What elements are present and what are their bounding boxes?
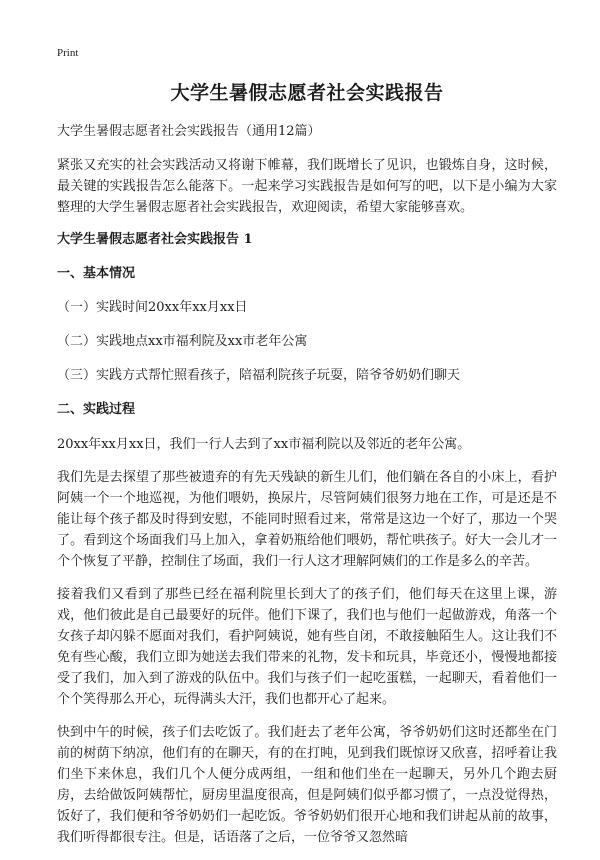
heading-basic-info: 一、基本情况 bbox=[57, 266, 136, 281]
document-page bbox=[57, 78, 557, 860]
page-title: 大学生暑假志愿者社会实践报告 bbox=[170, 82, 444, 104]
process-paragraph-1: 20xx年xx月xx日，我们一行人去到了xx市福利院以及邻近的老年公寓。 bbox=[57, 437, 471, 452]
process-paragraph-3: 接着我们又看到了那些已经在福利院里长到大了的孩子们，他们每天在这里上课，游戏，他们彼此是自己最要好的玩伴。他们下课了，我们也与他们一起做游戏，角落一个女孩子却闪躲不愿面对我们，看护阿姨说，她有些自闭，不敢接触陌生人。这让我们不免有些心酸，我们立即为她送去我们带来的礼物，发卡和玩具，毕竟还小，慢慢地都接受了我们，加入到了游戏的队伍中。我们与孩子们一起吃蛋糕，一起聊天，看着他们一个个笑得那么开心，玩得满头大汗，我们也都开心了起来。 bbox=[57, 587, 557, 707]
heading-practice-process: 二、实践过程 bbox=[57, 402, 136, 417]
item-practice-method: （三）实践方式帮忙照看孩子，陪福利院孩子玩耍，陪爷爷奶奶们聊天 bbox=[57, 368, 461, 383]
section-title: 大学生暑假志愿者社会实践报告 1 bbox=[57, 232, 253, 247]
process-paragraph-2: 我们先是去探望了那些被遗弃的有先天残缺的新生儿们，他们躺在各自的小床上，看护阿姨一个一个地巡视，为他们喂奶，换尿片，尽管阿姨们很努力地在工作，可是还是不能让每个孩子都及时得到安慰，不能同时照看过来，常常是这边一个好了，那边一个哭了。看到这个场面我们马上加入，拿着奶瓶给他们喂奶，帮忙哄孩子。好大一会儿才一个个恢复了平静，控制住了场面，我们一行人这才理解阿姨们的工作是多么的辛苦。 bbox=[57, 470, 557, 569]
process-paragraph-4: 快到中午的时候，孩子们去吃饭了。我们赶去了老年公寓，爷爷奶奶们这时还都坐在门前的树荫下纳凉，他们有的在聊天，有的在打盹，见到我们既惊讶又欣喜，招呼着让我们坐下来休息，我们几个人便分成两组，一组和他们坐在一起聊天，另外几个跑去厨房，去给做饭阿姨帮忙，厨房里温度很高，但是阿姨们似乎都习惯了，一点没觉得热，饭好了，我们便和爷爷奶奶们一起吃饭。爷爷奶奶们很开心地和我们讲起从前的故事，我们听得都很专注。但是，话语落了之后，一位爷爷又忽然暗 bbox=[57, 725, 557, 845]
item-practice-time: （一）实践时间20xx年xx月xx日 bbox=[57, 300, 248, 315]
print-link[interactable]: Print bbox=[57, 47, 79, 59]
item-practice-location: （二）实践地点xx市福利院及xx市老年公寓 bbox=[57, 334, 308, 349]
document-subtitle: 大学生暑假志愿者社会实践报告（通用12篇） bbox=[57, 124, 321, 139]
intro-paragraph: 紧张又充实的社会实践活动又将谢下帷幕，我们既增长了见识，也锻炼自身，这时候，最关键的实践报告怎么能落下。一起来学习实践报告是如何写的吧，以下是小编为大家整理的大学生暑假志愿者社会实践报告，欢迎阅读，希望大家能够喜欢。 bbox=[57, 158, 557, 215]
